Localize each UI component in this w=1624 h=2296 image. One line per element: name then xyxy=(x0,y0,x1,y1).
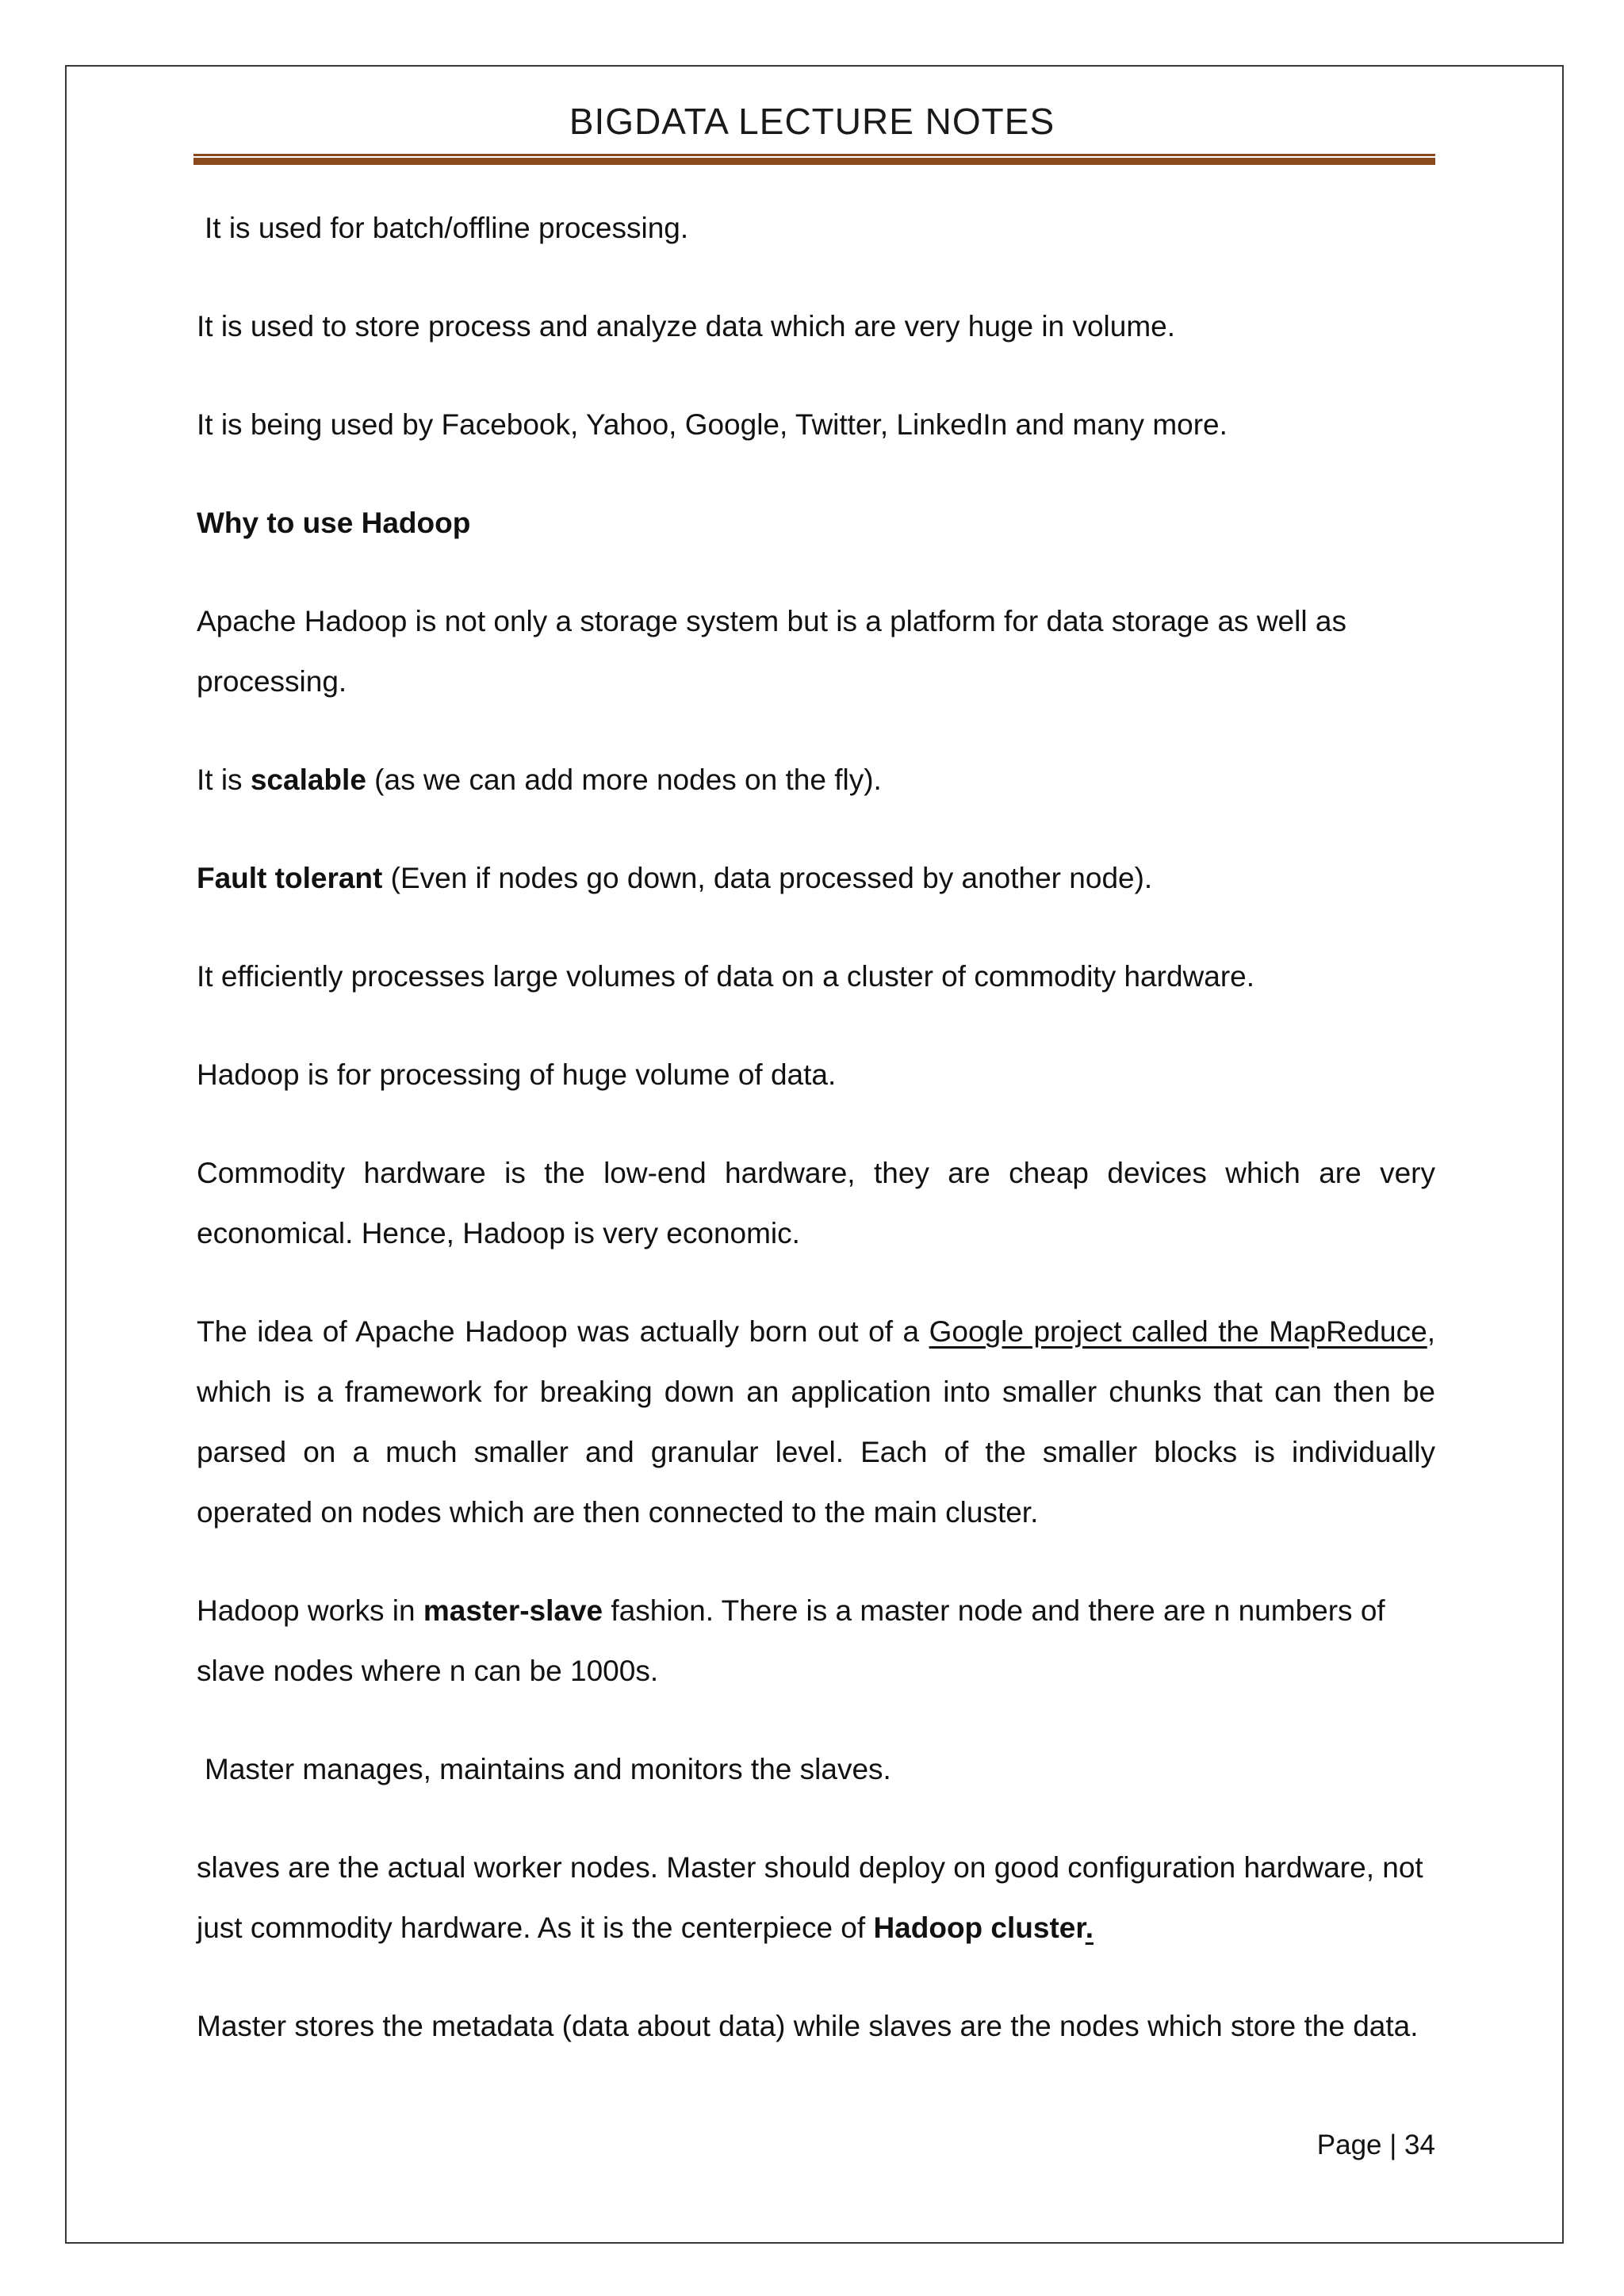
master-slave-term: master-slave xyxy=(423,1594,603,1627)
paragraph-used-by: It is being used by Facebook, Yahoo, Google, Twitter, LinkedIn and many more. xyxy=(197,408,1228,441)
paragraph-master-manages: Master manages, maintains and monitors the slaves. xyxy=(205,1753,891,1785)
hadoop-cluster-term: Hadoop cluster xyxy=(873,1911,1086,1944)
paragraph-slaves-workers xyxy=(197,1838,1435,1958)
scalable-term: scalable xyxy=(250,763,366,796)
paragraph-fault-tolerant xyxy=(197,848,1435,909)
slaves-prefix: slaves are the actual worker nodes. Master should deploy on good configuration hardware, not just commodity hardware. As it is the centerpiece of xyxy=(197,1851,1423,1944)
scalable-suffix: (as we can add more nodes on the fly). xyxy=(366,763,882,796)
paragraph-mapreduce-origin xyxy=(197,1302,1435,1543)
paragraph-platform: Apache Hadoop is not only a storage system but is a platform for data storage as well as processing. xyxy=(197,605,1346,698)
scalable-prefix: It is xyxy=(197,763,251,796)
page-number: Page | 34 xyxy=(1316,2130,1435,2160)
heading-why-hadoop: Why to use Hadoop xyxy=(197,507,471,539)
master-slave-prefix: Hadoop works in xyxy=(197,1594,423,1627)
header-rule-thick xyxy=(193,158,1435,165)
paragraph-efficiency: It efficiently processes large volumes of data on a cluster of commodity hardware. xyxy=(197,960,1255,993)
header-rule-thin xyxy=(193,154,1435,156)
paragraph-metadata: Master stores the metadata (data about data) while slaves are the nodes which store the data. xyxy=(197,2010,1419,2042)
fault-tolerant-suffix: (Even if nodes go down, data processed by another node). xyxy=(382,862,1153,894)
mapreduce-suffix: , which is a framework for breaking down an application into smaller chunks that can then be parsed on a much smaller and granular level. Each of the smaller blocks is individually operated on nodes which are then connected to the main cluster. xyxy=(197,1315,1435,1529)
page-content xyxy=(197,198,1435,2095)
paragraph-store-process: It is used to store process and analyze data which are very huge in volume. xyxy=(197,310,1176,342)
header-title: BIGDATA LECTURE NOTES xyxy=(569,101,1055,142)
paragraph-batch: It is used for batch/offline processing. xyxy=(205,212,689,244)
fault-tolerant-term: Fault tolerant xyxy=(197,862,383,894)
paragraph-scalable xyxy=(197,750,1435,810)
master-slave-suffix: fashion. There is a master node and there are n numbers of slave nodes where n can be 1000s. xyxy=(197,1594,1385,1687)
paragraph-master-slave xyxy=(197,1581,1435,1701)
hadoop-cluster-dot: . xyxy=(1085,1911,1094,1944)
paragraph-huge-volume: Hadoop is for processing of huge volume of data. xyxy=(197,1058,837,1091)
mapreduce-prefix: The idea of Apache Hadoop was actually born out of a xyxy=(197,1315,929,1348)
mapreduce-link[interactable]: Google project called the MapReduce xyxy=(929,1315,1427,1348)
paragraph-commodity-hardware: Commodity hardware is the low-end hardware, they are cheap devices which are very economical. Hence, Hadoop is very economic. xyxy=(197,1157,1435,1249)
